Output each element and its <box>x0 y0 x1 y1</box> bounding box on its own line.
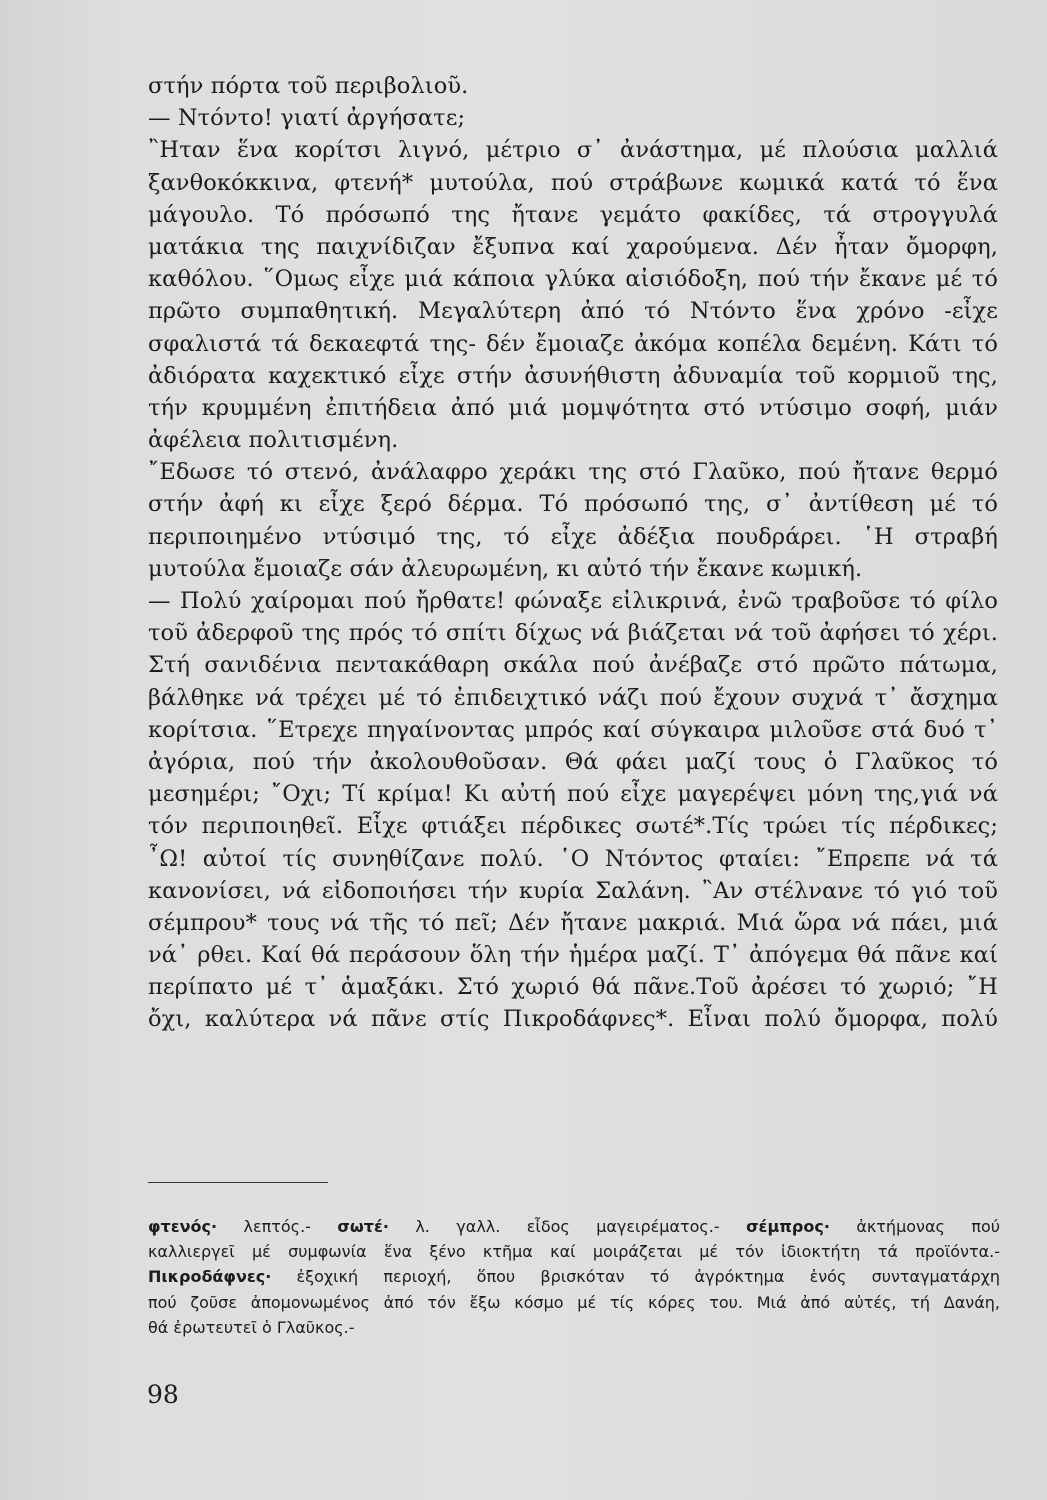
text-line: σέμπρου* τους νά τῆς τό πεῖ; Δέν ἤτανε μακριά. Μιά ὥρα νά πάει, μιά <box>148 909 998 936</box>
text-line: στήν πόρτα τοῦ περιβολιοῦ. <box>148 73 469 99</box>
text-line: τόν περιποιηθεῖ. Εἶχε φτιάξει πέρδικες σωτέ*.Τίς τρώει τίς πέρδικες; <box>148 813 998 840</box>
text-line: περιποιημένο ντύσιμό της, τό εἶχε ἀδέξια πουδράρει. ῾Η στραβή <box>148 523 998 550</box>
text-line: ξανθοκόκκινα, φτενή* μυτούλα, πού στράβωνε κωμικά κατά τό ἕνα <box>148 169 998 196</box>
text-line: νά᾽ ρθει. Καί θά περάσουν ὅλη τήν ἡμέρα μαζί. Τ᾽ ἀπόγεμα θά πᾶνε καί <box>148 942 998 969</box>
text-line: τοῦ ἀδερφοῦ της πρός τό σπίτι δίχως νά βιάζεται νά τοῦ ἀφήσει τό χέρι. <box>148 620 998 647</box>
text-line: ἀδιόρατα καχεκτικό εἶχε στήν ἀσυνήθιστη ἀδυναμία τοῦ κορμιοῦ της, <box>148 362 998 389</box>
text-line: κορίτσια. ῞Ετρεχε πηγαίνοντας μπρός καί σύγκαιρα μιλοῦσε στά δυό τ᾽ <box>148 716 998 743</box>
footnote-line <box>148 1239 1000 1264</box>
text-line: ἀφέλεια πολιτισμένη. <box>148 427 399 454</box>
text-line: σφαλιστά τά δεκαεφτά της- δέν ἔμοιαζε ἀκόμα κοπέλα δεμένη. Κάτι τό <box>148 330 998 357</box>
footnote-divider <box>148 1182 328 1183</box>
text-line: μάγουλο. Τό πρόσωπό της ἤτανε γεμάτο φακίδες, τά στρογγυλά <box>148 201 998 228</box>
text-line: ματάκια της παιχνίδιζαν ἔξυπνα καί χαρούμενα. Δέν ἦταν ὄμορφη, <box>148 233 998 260</box>
footnote-text: καλλιεργεῖ μέ συμφωνία ἕνα ξένο κτῆμα καί μοιράζεται μέ τόν ἰδιοκτήτη τά προϊόντα.- <box>148 1242 1000 1262</box>
text-line: περίπατο μέ τ᾽ ἁμαξάκι. Στό χωριό θά πᾶνε.Τοῦ ἀρέσει τό χωριό; ῎Η <box>148 974 998 1001</box>
footnotes <box>148 1214 1000 1340</box>
footnote-text: ἀκτήμονας πού <box>829 1217 1000 1236</box>
footnote-text: ἐξοχική περιοχή, ὅπου βρισκόταν τό ἀγρόκτημα ἑνός συνταγματάρχη <box>271 1267 1000 1287</box>
footnote-term: φτενός· <box>148 1217 218 1236</box>
text-line: ῍Ηταν ἕνα κορίτσι λιγνό, μέτριο σ᾽ ἀνάστημα, μέ πλούσια μαλλιά <box>148 137 998 164</box>
text-line: — Ντόντο! γιατί ἀργήσατε; <box>148 105 466 132</box>
text-line: κανονίσει, νά εἰδοποιήσει τήν κυρία Σαλάνη. ῍Αν στέλνανε τό γιό τοῦ <box>148 877 998 904</box>
text-line: μυτούλα ἔμοιαζε σάν ἀλευρωμένη, κι αὐτό τήν ἔκανε κωμική. <box>148 555 863 582</box>
footnote-text: λεπτός.- <box>217 1217 338 1236</box>
footnote-term: σέμπρος· <box>746 1217 830 1236</box>
text-line: μεσημέρι; ῎Οχι; Τί κρίμα! Κι αὐτή πού εἶχε μαγερέψει μόνη της,γιά νά <box>148 781 998 808</box>
footnote-line <box>148 1264 1000 1289</box>
text-line: — Πολύ χαίρομαι πού ἤρθατε! φώναξε εἰλικρινά, ἐνῶ τραβοῦσε τό φίλο <box>148 588 998 614</box>
text-line: καθόλου. ῞Ομως εἶχε μιά κάποια γλύκα αἰσιόδοξη, πού τήν ἔκανε μέ τό <box>148 266 998 293</box>
footnote-line <box>148 1315 1000 1340</box>
text-line: ῎Εδωσε τό στενό, ἀνάλαφρο χεράκι της στό Γλαῦκο, πού ἤτανε θερμό <box>148 459 998 486</box>
footnote-term: σωτέ· <box>337 1217 389 1236</box>
footnote-text: θά ἐρωτευτεῖ ὁ Γλαῦκος.- <box>148 1317 355 1337</box>
text-line: ῏Ω! αὐτοί τίς συνηθίζανε πολύ. ῾Ο Ντόντος φταίει: ῎Επρεπε νά τά <box>148 845 998 872</box>
text-line: Στή σανιδένια πεντακάθαρη σκάλα πού ἀνέβαζε στό πρῶτο πάτωμα, <box>148 652 998 679</box>
footnote-term: Πικροδάφνες· <box>148 1267 272 1287</box>
text-line: τήν κρυμμένη ἐπιτήδεια ἀπό μιά μομψότητα στό ντύσιμο σοφή, μιάν <box>148 394 998 421</box>
footnote-line <box>148 1214 1000 1239</box>
text-line: πρῶτο συμπαθητική. Μεγαλύτερη ἀπό τό Ντόντο ἕνα χρόνο -εἶχε <box>148 298 998 325</box>
footnote-text: λ. γαλλ. εἶδος μαγειρέματος.- <box>388 1217 747 1236</box>
text-line: στήν ἀφή κι εἶχε ξερό δέρμα. Τό πρόσωπό της, σ᾽ ἀντίθεση μέ τό <box>148 491 998 518</box>
page-number: 98 <box>147 1380 179 1409</box>
footnote-text: πού ζοῦσε ἀπομονωμένος ἀπό τόν ἔξω κόσμο μέ τίς κόρες του. Μιά ἀπό αὐτές, τή Δανάη, <box>148 1292 1000 1312</box>
body-text <box>148 70 998 1036</box>
text-line: βάλθηκε νά τρέχει μέ τό ἐπιδειχτικό νάζι πού ἔχουν συχνά τ᾽ ἄσχημα <box>148 684 998 711</box>
text-line: ἀγόρια, πού τήν ἀκολουθοῦσαν. Θά φάει μαζί τους ὁ Γλαῦκος τό <box>148 748 998 775</box>
footnote-line <box>148 1290 1000 1315</box>
text-line: ὄχι, καλύτερα νά πᾶνε στίς Πικροδάφνες*. Εἶναι πολύ ὄμορφα, πολύ <box>148 1006 998 1033</box>
